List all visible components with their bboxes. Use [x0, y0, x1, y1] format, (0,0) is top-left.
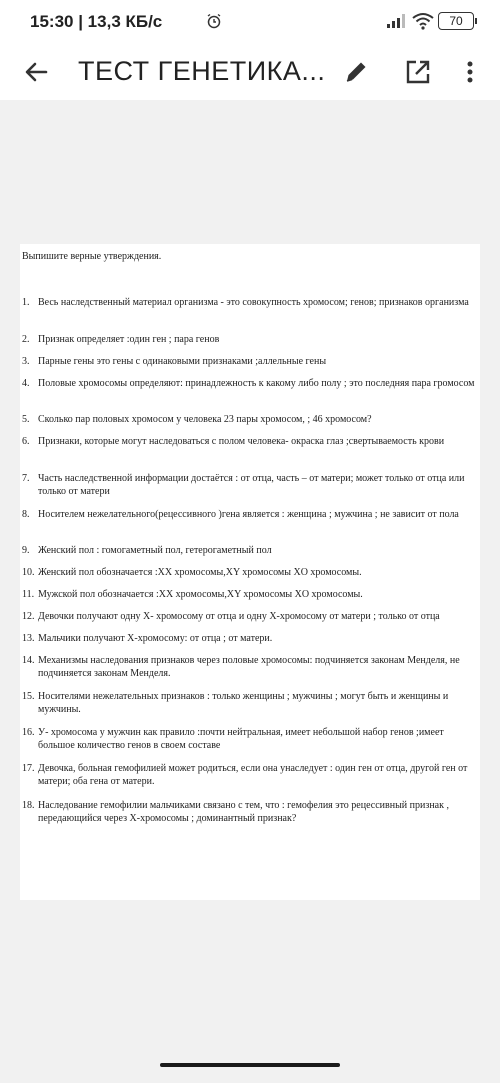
list-item: 2. Признак определяет :один ген ; пара генов [22, 334, 220, 345]
list-item: 3. Парные гены это гены с одинаковыми признаками ;аллельные гены [22, 356, 327, 367]
list-item: 15. Носителями нежелательных признаков : только женщины ; мужчины ; могут быть и женщины и мужчины. [22, 691, 449, 715]
list-item: 18. Наследование гемофилии мальчиками связано с тем, что : гемофелия это рецессивный признак , передающийся через X-хромосомы ; доминантный признак? [22, 800, 449, 824]
list-item: 7. Часть наследственной информации достаётся : от отца, часть – от матери; может только от отца или только от матери [22, 473, 465, 497]
more-options-icon[interactable] [458, 56, 490, 88]
status-time: 15:30 | 13,3 КБ/с [30, 12, 163, 31]
document-title: ТЕСТ ГЕНЕТИКА... [78, 56, 326, 86]
alarm-icon [206, 13, 222, 34]
status-bar [0, 0, 500, 44]
edit-pencil-icon[interactable] [340, 56, 372, 88]
list-item: 8. Носителем нежелательного(рецессивного )гена является : женщина ; мужчина ; не зависит от пола [22, 509, 459, 520]
document-intro: Выпишите верные утверждения. [22, 251, 162, 262]
signal-icon [386, 13, 406, 34]
open-external-icon[interactable] [402, 56, 434, 88]
list-item: 13. Мальчики получают X-хромосому: от отца ; от матери. [22, 633, 273, 644]
list-item: 9. Женский пол : гомогаметный пол, гетерогаметный пол [22, 545, 272, 556]
back-arrow-icon[interactable] [20, 56, 52, 88]
wifi-icon [412, 12, 434, 35]
list-item: 14. Механизмы наследования признаков через половые хромосомы: подчиняется законам Менделя, не подчиняется законам Менделя. [22, 655, 460, 679]
list-item: 5. Сколько пар половых хромосом у человека 23 пары хромосом, ; 46 хромосом? [22, 414, 372, 425]
list-item: 11. Мужской пол обозначается :XX хромосомы,XY хромосомы XO хромосомы. [22, 589, 363, 600]
app-bar [0, 44, 500, 100]
list-item: 17. Девочка, больная гемофилией может родиться, если она унаследует : один ген от отца, другой ген от матери; оба гена от матери. [22, 763, 468, 787]
gesture-nav-handle[interactable] [160, 1063, 340, 1067]
document-page[interactable] [20, 244, 480, 900]
list-item: 12. Девочки получают одну X- хромосому от отца и одну X-хромосому от матери ; только от отца [22, 611, 440, 622]
battery-icon [442, 12, 474, 30]
list-item: 1. Весь наследственный материал организма - это совокупность хромосом; генов; признаков организма [22, 297, 469, 308]
list-item: 4. Половые хромосомы определяют: принадлежность к какому либо полу ; это последняя пара громосом [22, 378, 475, 389]
list-item: 16. У- хромосома у мужчин как правило :почти нейтральная, имеет небольшой набор генов ;имеет большое количество генов в своем составе [22, 727, 444, 751]
list-item: 10. Женский пол обозначается :XX хромосомы,XY хромосомы XO хромосомы. [22, 567, 362, 578]
list-item: 6. Признаки, которые могут наследоваться с полом человека- окраска глаз ;свертываемость крови [22, 436, 445, 447]
battery-level: 70 [438, 12, 474, 30]
